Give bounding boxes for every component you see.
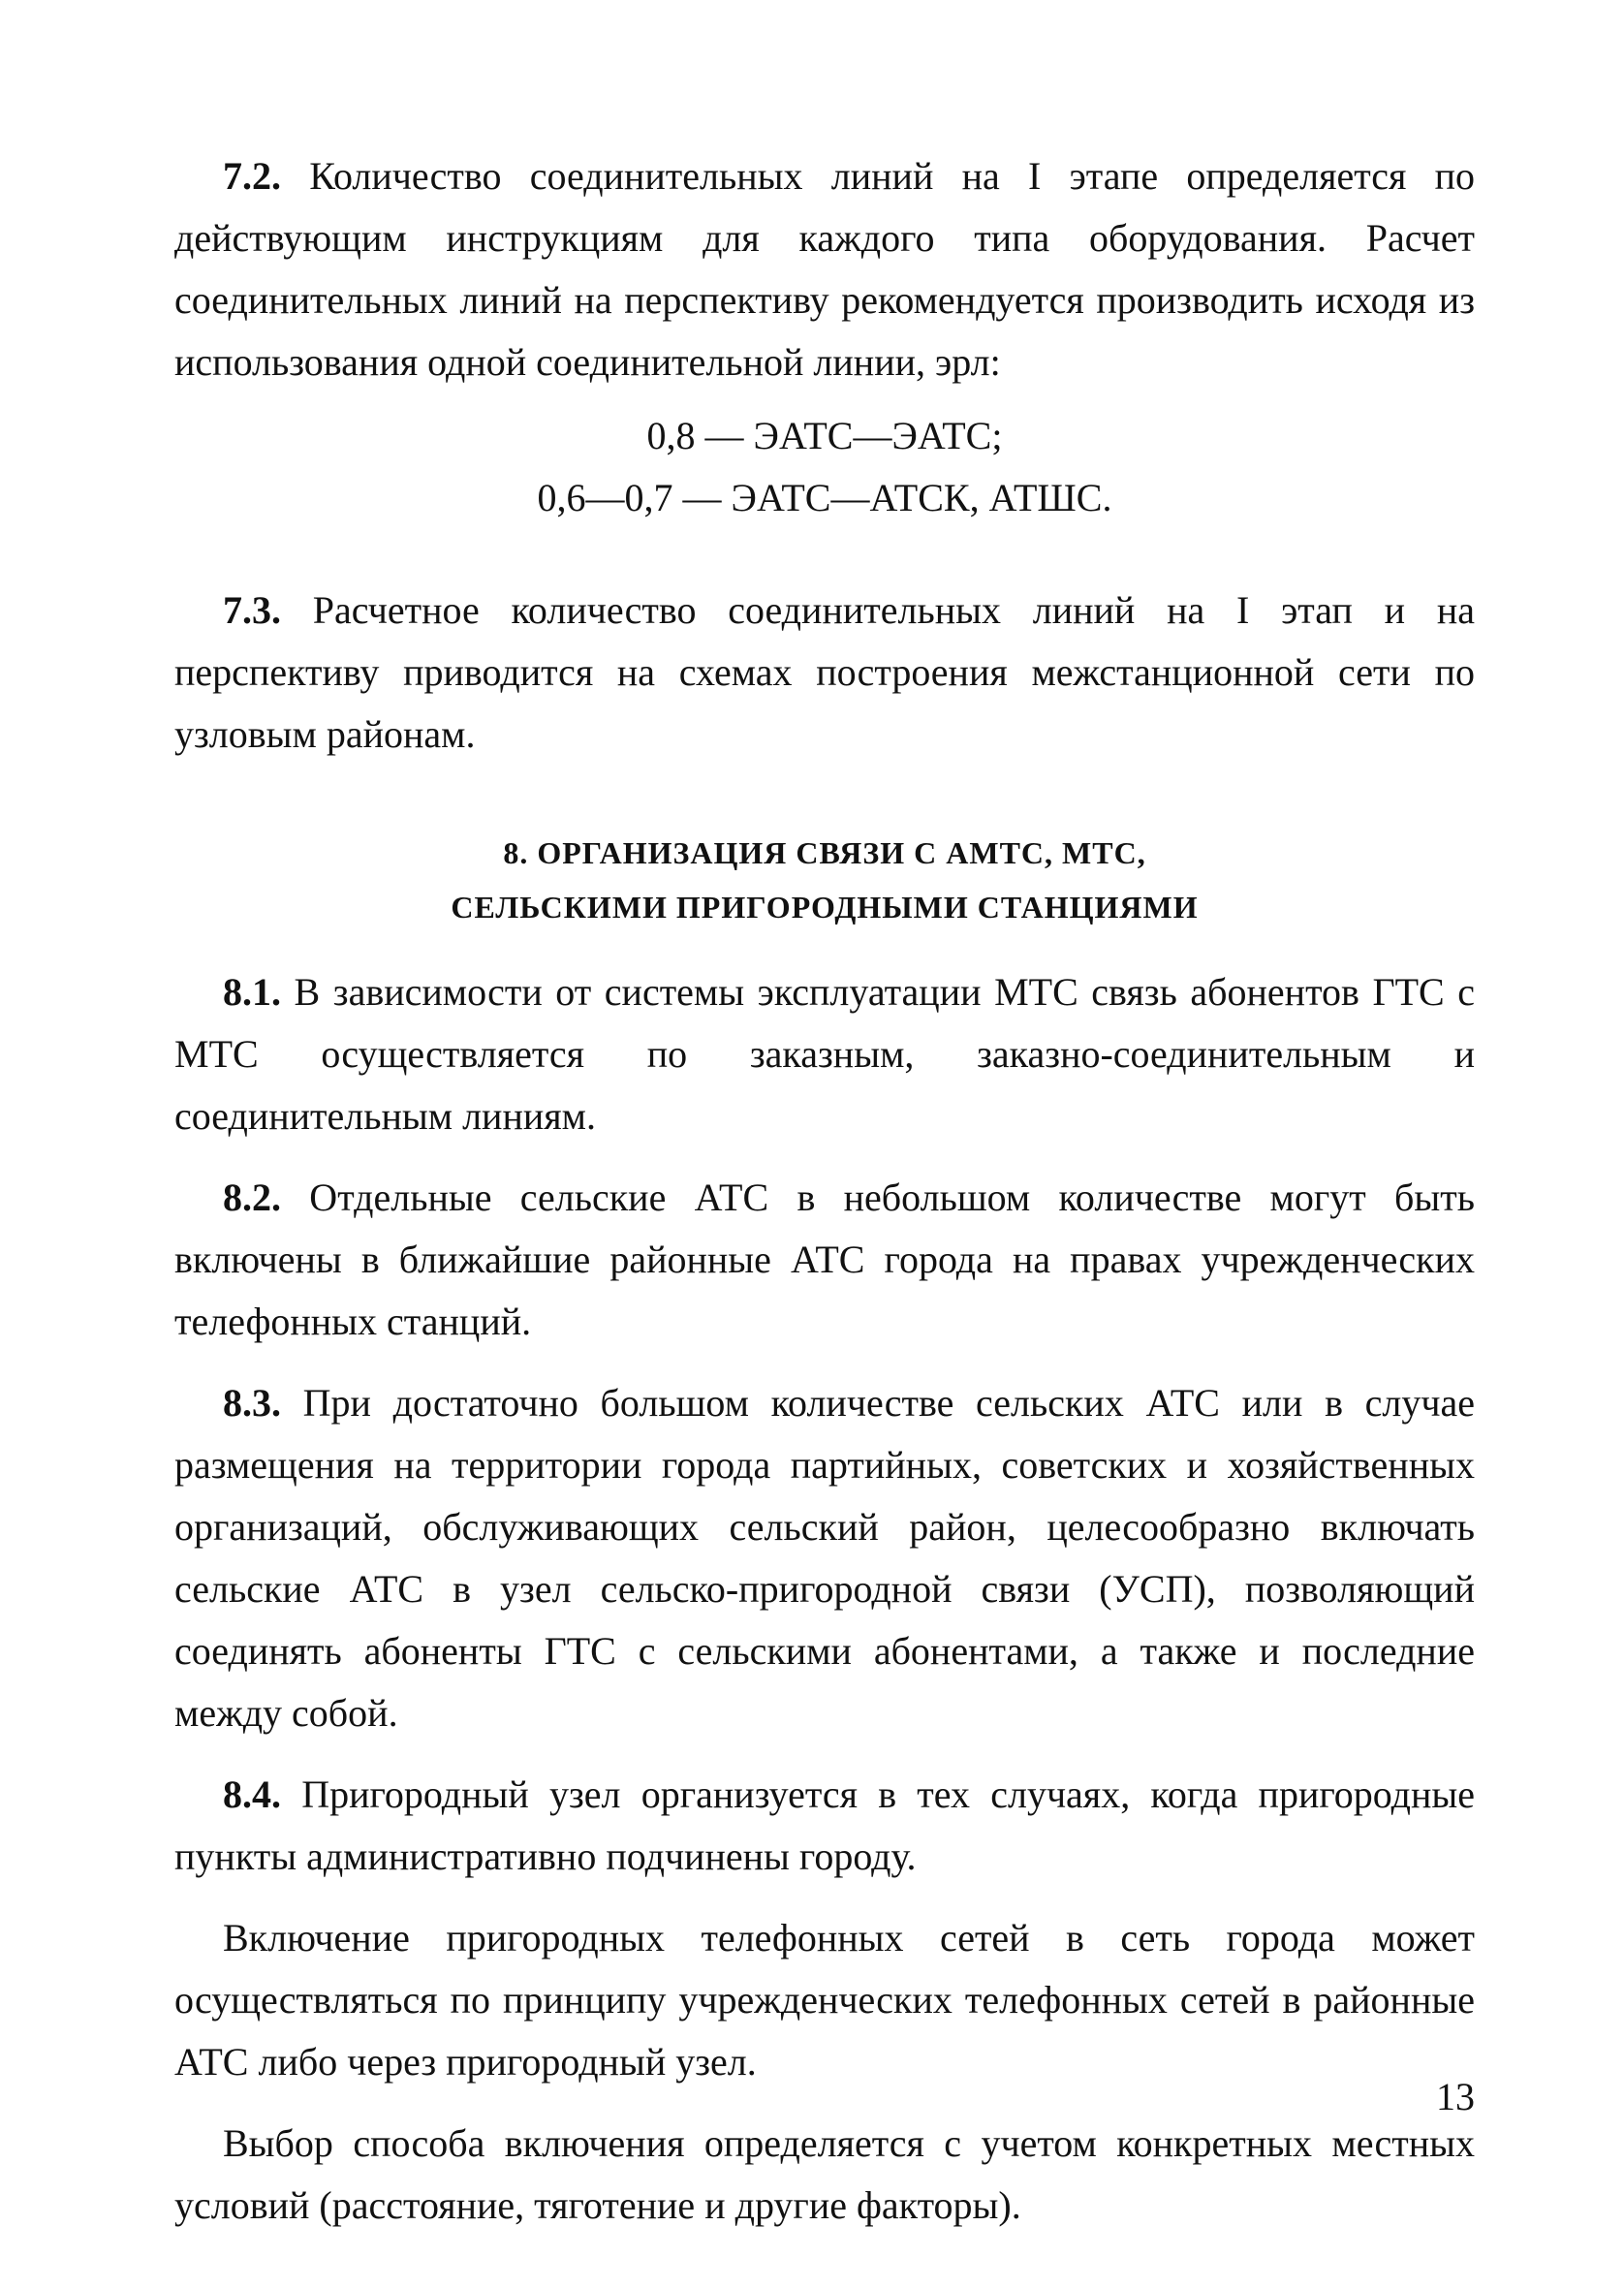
paragraph-inclusion: Включение пригородных телефонных сетей в сеть города может осуществляться по принципу учрежденческих телефонных сетей в районные АТС либо через пригородный узел. xyxy=(174,1916,1475,2084)
formula-block xyxy=(174,405,1475,529)
formula-line: 0,8 — ЭАТС—ЭАТС; xyxy=(646,414,1003,457)
paragraph-7-2 xyxy=(174,145,1475,393)
paragraph-8-2 xyxy=(174,1167,1475,1353)
paragraph-text: В зависимости от системы эксплуатации МТС связь абонентов ГТС с МТС осуществляется по заказным, заказно-соединительным и соединительным линиям. xyxy=(174,970,1475,1138)
paragraph-7-3 xyxy=(174,580,1475,766)
clause-number: 8.4. xyxy=(223,1772,281,1816)
paragraph-8-4 xyxy=(174,1764,1475,1888)
heading-line: СЕЛЬСКИМИ ПРИГОРОДНЫМИ СТАНЦИЯМИ xyxy=(451,890,1199,925)
paragraph-text: Отдельные сельские АТС в небольшом количестве могут быть включены в ближайшие районные АТС города на правах учрежденческих телефонных станций. xyxy=(174,1176,1475,1343)
paragraph-8-1 xyxy=(174,961,1475,1147)
paragraph-choice: Выбор способа включения определяется с учетом конкретных местных условий (расстояние, тяготение и другие факторы). xyxy=(174,2121,1475,2227)
paragraph-text: Количество соединительных линий на I этапе определяется по действующим инструкциям для каждого типа оборудования. Расчет соединительных линий на перспективу рекомендуется производить исходя из использования одной соединительной линии, эрл: xyxy=(174,154,1475,384)
clause-number: 7.3. xyxy=(223,588,281,632)
document-page xyxy=(174,145,1475,2237)
section-heading xyxy=(174,826,1475,934)
clause-number: 8.1. xyxy=(223,970,281,1014)
clause-number: 7.2. xyxy=(223,154,281,198)
formula-line: 0,6—0,7 — ЭАТС—АТСК, АТШС. xyxy=(537,476,1112,519)
paragraph-8-3 xyxy=(174,1372,1475,1744)
clause-number: 8.2. xyxy=(223,1176,281,1219)
paragraph-text: При достаточно большом количестве сельских АТС или в случае размещения на территории города партийных, советских и хозяйственных организаций, обслуживающих сельский район, целесообразно включать сельские АТС в узел сельско-пригородной связи (УСП), позволяющий соединять абоненты ГТС с сельскими абонентами, а также и последние между собой. xyxy=(174,1381,1475,1735)
heading-line: 8. ОРГАНИЗАЦИЯ СВЯЗИ С АМТС, МТС, xyxy=(503,835,1146,870)
clause-number: 8.3. xyxy=(223,1381,281,1425)
paragraph-text: Расчетное количество соединительных линий на I этап и на перспективу приводится на схемах построения межстанционной сети по узловым районам. xyxy=(174,588,1475,756)
page-number: 13 xyxy=(1436,2075,1475,2118)
paragraph-text: Пригородный узел организуется в тех случаях, когда пригородные пункты административно подчинены городу. xyxy=(174,1772,1475,1878)
